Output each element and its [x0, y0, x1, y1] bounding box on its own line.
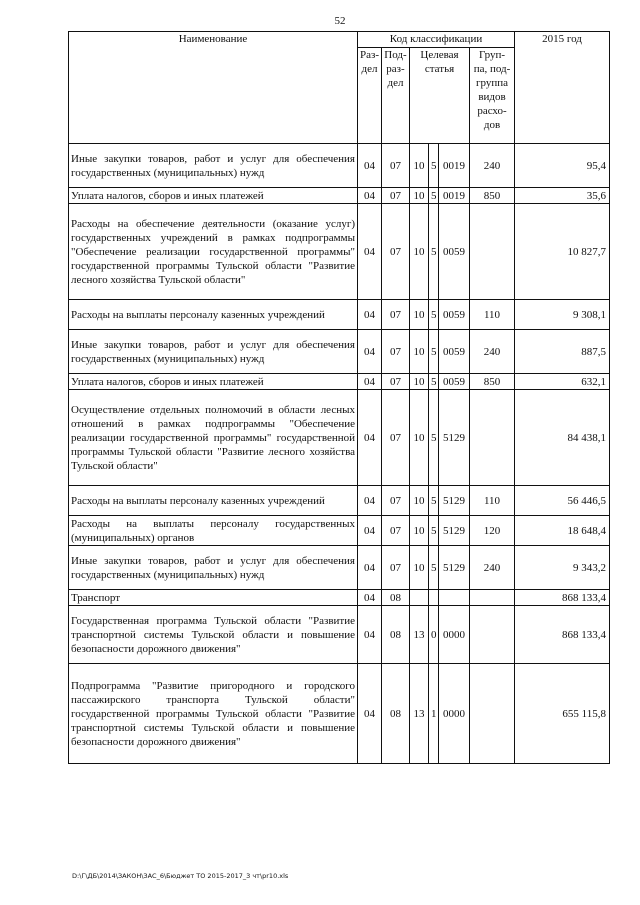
row-section: 04	[358, 374, 382, 390]
row-section: 04	[358, 546, 382, 590]
header-code-group: Код классификации	[358, 32, 515, 48]
header-subsection-label: Под- раз- дел	[384, 49, 407, 89]
row-subsection: 07	[382, 390, 410, 486]
row-section: 04	[358, 188, 382, 204]
row-name: Расходы на выплаты персоналу казенных учреждений	[69, 300, 358, 330]
row-target-code: 0059	[439, 300, 470, 330]
row-target-program: 10	[410, 374, 429, 390]
row-expense-group	[470, 606, 515, 664]
table-row	[69, 546, 610, 590]
row-expense-group	[470, 664, 515, 764]
row-target-subprogram: 5	[429, 204, 439, 300]
header-subsection	[382, 48, 410, 144]
row-amount: 56 446,5	[515, 486, 610, 516]
row-target-subprogram: 5	[429, 144, 439, 188]
table-row	[69, 144, 610, 188]
table-row	[69, 606, 610, 664]
row-section: 04	[358, 144, 382, 188]
row-expense-group	[470, 204, 515, 300]
row-amount: 887,5	[515, 330, 610, 374]
header-section	[358, 48, 382, 144]
table-row	[69, 188, 610, 204]
header-target-label: Целевая статья	[420, 49, 459, 75]
row-name: Уплата налогов, сборов и иных платежей	[69, 188, 358, 204]
row-target-program: 10	[410, 330, 429, 374]
row-subsection: 07	[382, 144, 410, 188]
row-amount: 35,6	[515, 188, 610, 204]
row-amount: 18 648,4	[515, 516, 610, 546]
row-amount: 84 438,1	[515, 390, 610, 486]
row-name: Осуществление отдельных полномочий в области лесных отношений в рамках подпрограммы "Обеспечение реализации государственной программы" государственной программы Тульской области "Развитие лесного хозяйства Тульской области"	[69, 390, 358, 486]
header-target	[410, 48, 470, 144]
row-target-subprogram: 5	[429, 374, 439, 390]
budget-table	[68, 31, 610, 764]
row-name: Иные закупки товаров, работ и услуг для обеспечения государственных (муниципальных) нужд	[69, 330, 358, 374]
header-expense-group-label: Груп- па, под- группа видов расхо- дов	[473, 49, 511, 131]
row-section: 04	[358, 516, 382, 546]
row-amount: 655 115,8	[515, 664, 610, 764]
row-section: 04	[358, 590, 382, 606]
row-target-code: 0059	[439, 204, 470, 300]
row-target-code: 5129	[439, 390, 470, 486]
row-subsection: 08	[382, 606, 410, 664]
row-section: 04	[358, 606, 382, 664]
row-subsection: 07	[382, 374, 410, 390]
row-section: 04	[358, 486, 382, 516]
row-expense-group: 110	[470, 486, 515, 516]
row-name: Расходы на обеспечение деятельности (оказание услуг) государственных учреждений в рамках подпрограммы "Обеспечение реализации государственной программы" государственной программы Тульской области "Развитие лесного хозяйства Тульской области"	[69, 204, 358, 300]
row-target-code	[439, 590, 470, 606]
row-target-subprogram: 5	[429, 330, 439, 374]
table-row	[69, 664, 610, 764]
row-name: Подпрограмма "Развитие пригородного и городского пассажирского транспорта Тульской области" государственной программы Тульской области "Развитие транспортной системы Тульской области и повышение безопасности дорожного движения"	[69, 664, 358, 764]
header-expense-group	[470, 48, 515, 144]
table-body	[69, 144, 610, 764]
row-section: 04	[358, 330, 382, 374]
row-name: Государственная программа Тульской области "Развитие транспортной системы Тульской области и повышение безопасности дорожного движения"	[69, 606, 358, 664]
row-target-subprogram: 5	[429, 516, 439, 546]
row-target-code: 0059	[439, 374, 470, 390]
row-target-program: 13	[410, 606, 429, 664]
row-target-subprogram: 1	[429, 664, 439, 764]
row-target-code: 0019	[439, 188, 470, 204]
row-name: Уплата налогов, сборов и иных платежей	[69, 374, 358, 390]
row-target-code: 0019	[439, 144, 470, 188]
row-subsection: 07	[382, 204, 410, 300]
row-target-program: 10	[410, 390, 429, 486]
row-target-code: 5129	[439, 546, 470, 590]
footer-file-path: D:\Г\ДБ\2014\ЗАКОН\ЗАС_6\Бюджет ТО 2015-2017_3 чт\pr10.xls	[72, 872, 289, 880]
row-target-code: 0000	[439, 606, 470, 664]
row-name: Расходы на выплаты персоналу государственных (муниципальных) органов	[69, 516, 358, 546]
row-amount: 868 133,4	[515, 606, 610, 664]
row-target-program: 10	[410, 204, 429, 300]
row-subsection: 07	[382, 330, 410, 374]
row-target-program: 10	[410, 486, 429, 516]
header-name: Наименование	[69, 32, 358, 144]
table-row	[69, 374, 610, 390]
row-amount: 10 827,7	[515, 204, 610, 300]
row-subsection: 07	[382, 300, 410, 330]
row-expense-group: 240	[470, 144, 515, 188]
row-subsection: 08	[382, 664, 410, 764]
row-target-program: 10	[410, 516, 429, 546]
row-name: Иные закупки товаров, работ и услуг для обеспечения государственных (муниципальных) нужд	[69, 546, 358, 590]
row-target-program: 10	[410, 144, 429, 188]
row-expense-group: 240	[470, 330, 515, 374]
row-target-subprogram: 5	[429, 390, 439, 486]
row-target-subprogram: 5	[429, 546, 439, 590]
row-subsection: 08	[382, 590, 410, 606]
row-target-program: 13	[410, 664, 429, 764]
header-year: 2015 год	[515, 32, 610, 144]
table-row	[69, 486, 610, 516]
row-target-subprogram	[429, 590, 439, 606]
row-target-code: 5129	[439, 486, 470, 516]
table-row	[69, 390, 610, 486]
row-target-subprogram: 0	[429, 606, 439, 664]
row-target-subprogram: 5	[429, 188, 439, 204]
row-subsection: 07	[382, 516, 410, 546]
row-name: Расходы на выплаты персоналу казенных учреждений	[69, 486, 358, 516]
row-expense-group	[470, 590, 515, 606]
row-subsection: 07	[382, 546, 410, 590]
row-target-subprogram: 5	[429, 486, 439, 516]
row-expense-group	[470, 390, 515, 486]
row-target-program: 10	[410, 300, 429, 330]
row-expense-group: 850	[470, 374, 515, 390]
row-target-program	[410, 590, 429, 606]
row-subsection: 07	[382, 188, 410, 204]
row-expense-group: 120	[470, 516, 515, 546]
row-expense-group: 240	[470, 546, 515, 590]
row-amount: 632,1	[515, 374, 610, 390]
row-target-code: 0059	[439, 330, 470, 374]
row-section: 04	[358, 204, 382, 300]
row-target-program: 10	[410, 546, 429, 590]
header-section-label: Раз- дел	[360, 49, 380, 75]
table-row	[69, 204, 610, 300]
row-amount: 868 133,4	[515, 590, 610, 606]
row-name: Иные закупки товаров, работ и услуг для обеспечения государственных (муниципальных) нужд	[69, 144, 358, 188]
table-row	[69, 590, 610, 606]
row-section: 04	[358, 664, 382, 764]
row-subsection: 07	[382, 486, 410, 516]
row-target-code: 0000	[439, 664, 470, 764]
table-row	[69, 300, 610, 330]
row-section: 04	[358, 390, 382, 486]
table-row	[69, 330, 610, 374]
row-section: 04	[358, 300, 382, 330]
row-amount: 9 308,1	[515, 300, 610, 330]
row-amount: 9 343,2	[515, 546, 610, 590]
row-target-subprogram: 5	[429, 300, 439, 330]
row-expense-group: 850	[470, 188, 515, 204]
row-target-program: 10	[410, 188, 429, 204]
row-expense-group: 110	[470, 300, 515, 330]
row-amount: 95,4	[515, 144, 610, 188]
row-name: Транспорт	[69, 590, 358, 606]
row-target-code: 5129	[439, 516, 470, 546]
table-row	[69, 516, 610, 546]
page-number: 52	[334, 15, 346, 27]
